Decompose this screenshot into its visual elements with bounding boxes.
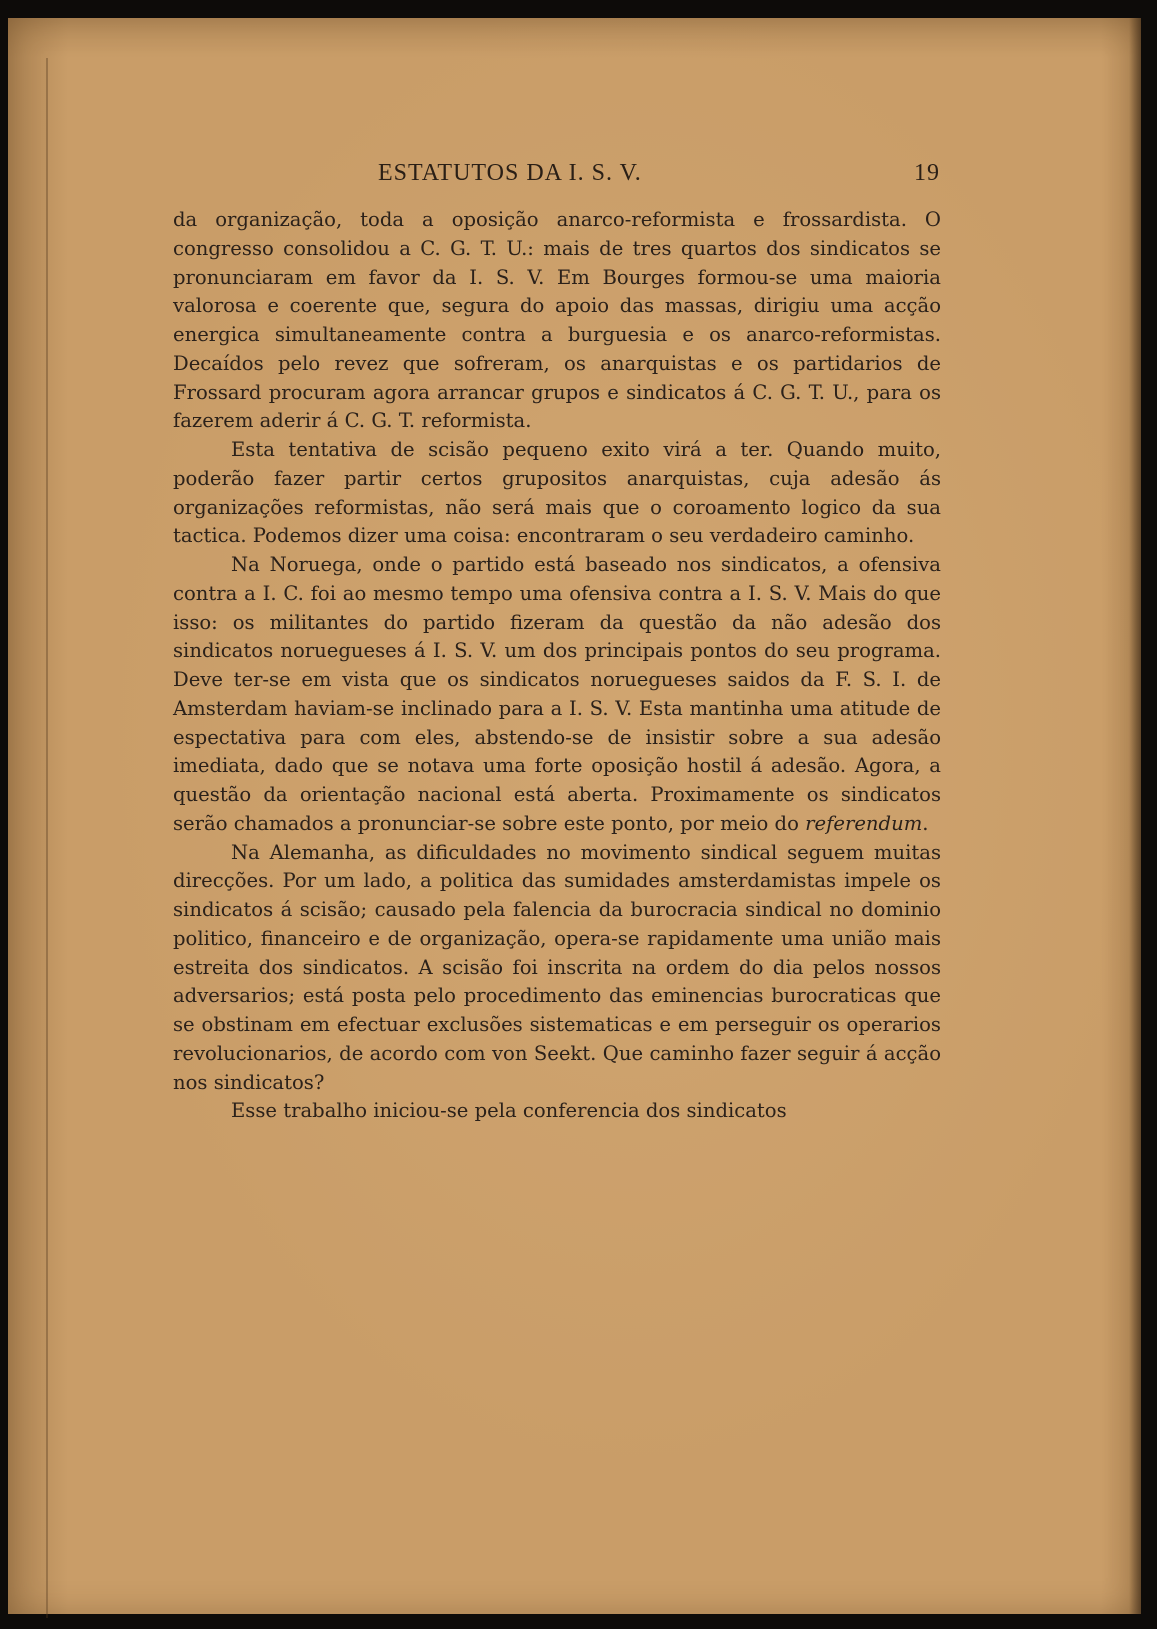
paragraph-1: da organização, toda a oposição anarco-reformista e frossardista. O congresso consolidou a C. G. T. U.: mais de tres quartos dos sindicatos se pronunciaram em favor da I. S. V. Em Bourges formou-se uma maioria valorosa e coerente que, segura do apoio das massas, dirigiu uma acção energica simultaneamente contra a burguesia e os anarco-reformistas. Decaídos pelo revez que sofreram, os anarquistas e os partidarios de Frossard procuram agora arrancar grupos e sindicatos á C. G. T. U., para os fazerem aderir á C. G. T. reformista. — [173, 208, 941, 433]
paragraph-3-text: Na Noruega, onde o partido está baseado nos sindicatos, a ofensiva contra a I. C. foi ao mesmo tempo uma ofensiva contra a I. S. V. Mais do que isso: os militantes do partido fizeram da questão da não adesão dos sindicatos noruegueses á I. S. V. um dos principais pontos do seu programa. Deve ter-se em vista que os sindicatos noruegueses saidos da F. S. I. de Amsterdam haviam-se inclinado para a I. S. V. Esta mantinha uma atitude de espectativa para com eles, abstendo-se de insistir sobre a sua adesão imediata, dado que se notava uma forte oposição hostil á adesão. Agora, a questão da orientação nacional está aberta. Proximamente os sindicatos serão chamados a pronunciar-se sobre este ponto, por meio do — [173, 553, 941, 835]
body-text — [173, 206, 941, 1126]
paragraph-5: Esse trabalho iniciou-se pela conferencia dos sindicatos — [231, 1099, 787, 1123]
page-edge-shadow — [1129, 18, 1141, 1614]
paragraph-2: Esta tentativa de scisão pequeno exito virá a ter. Quando muito, poderão fazer partir certos grupositos anarquistas, cuja adesão ás organizações reformistas, não será mais que o coroamento logico da sua tactica. Podemos dizer uma coisa: encontraram o seu verdadeiro caminho. — [173, 438, 941, 548]
paragraph-3 — [173, 551, 941, 839]
running-title: ESTATUTOS DA I. S. V. — [378, 160, 642, 186]
paragraph-4: Na Alemanha, as dificuldades no movimento sindical seguem muitas direcções. Por um lado, a politica das sumidades amsterdamistas impele os sindicatos á scisão; causado pela falencia da burocracia sindical no dominio politico, financeiro e de organização, opera-se rapidamente uma união mais estreita dos sindicatos. A scisão foi inscrita na ordem do dia pelos nossos adversarios; está posta pelo procedimento das eminencias burocraticas que se obstinam em efectuar exclusões sistematicas e em perseguir os operarios revolucionarios, de acordo com von Seekt. Que caminho fazer seguir á acção nos sindicatos? — [173, 840, 941, 1094]
binding-edge — [46, 58, 48, 1618]
running-header — [150, 160, 940, 196]
paragraph-3-end: . — [922, 811, 929, 835]
italic-term: referendum — [805, 811, 923, 835]
page-number: 19 — [914, 160, 940, 186]
